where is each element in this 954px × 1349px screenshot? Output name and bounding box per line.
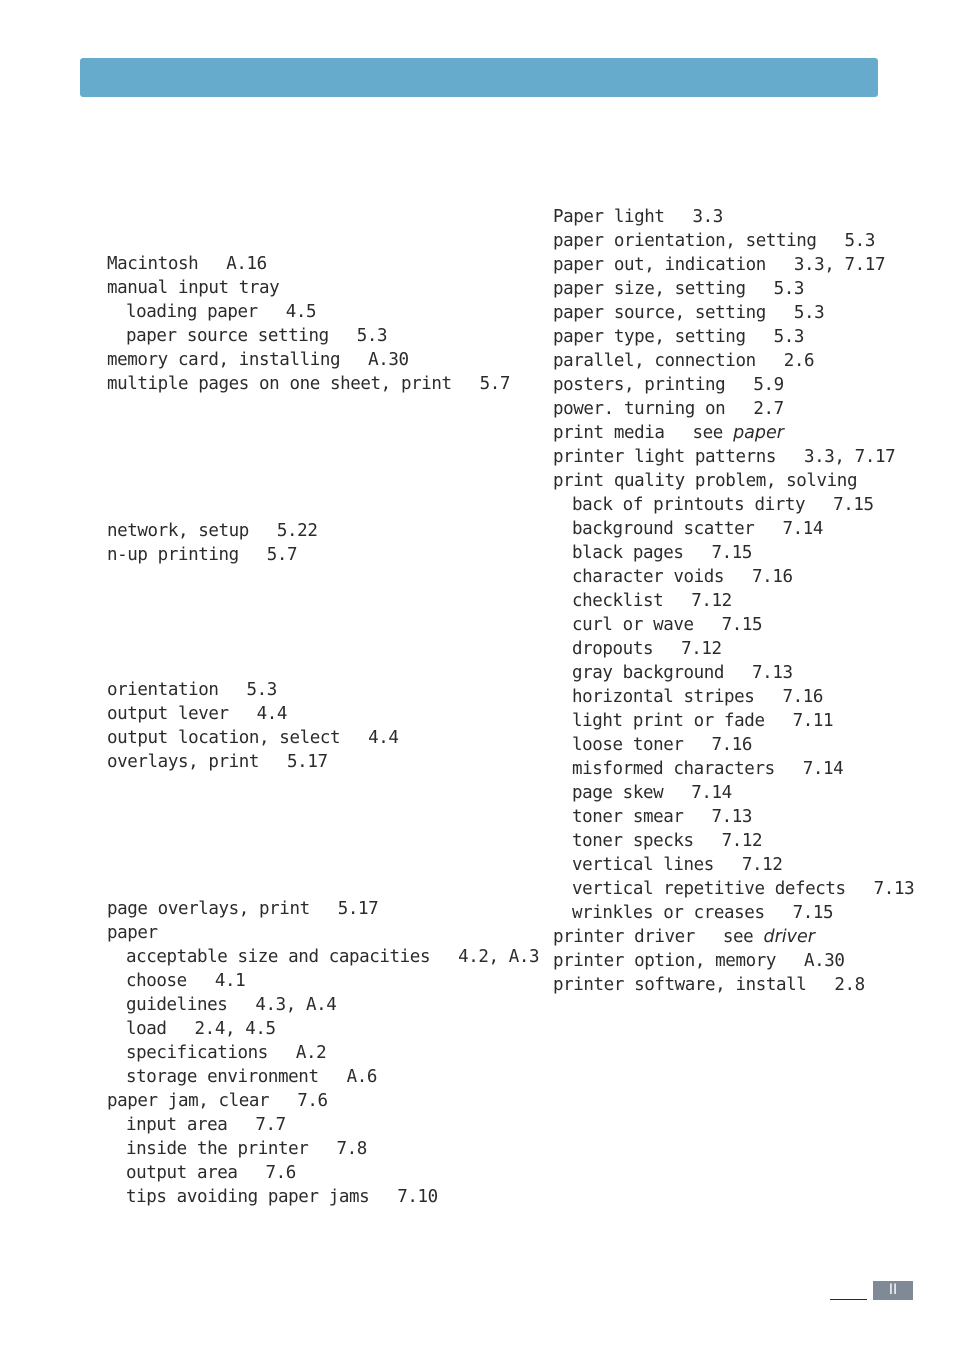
index-term: paper type, setting — [553, 327, 746, 347]
index-term: paper orientation, setting — [553, 231, 817, 251]
footer-rule — [830, 1299, 867, 1300]
index-subentry — [572, 733, 752, 757]
index-page-refs: 5.3 — [773, 327, 805, 347]
index-entry — [553, 925, 815, 949]
index-term: Macintosh — [107, 254, 199, 274]
index-page-refs: 7.6 — [297, 1091, 328, 1111]
index-term: background scatter — [572, 519, 755, 539]
index-page-refs: 7.14 — [802, 759, 844, 779]
see-target: driver — [763, 927, 815, 947]
index-page-refs: 4.5 — [285, 302, 317, 322]
index-term: posters, printing — [553, 375, 726, 395]
index-entry — [107, 750, 328, 774]
index-page-refs: 4.4 — [256, 704, 288, 724]
index-term: Paper light — [553, 207, 665, 227]
index-page-refs: 7.15 — [833, 495, 874, 515]
index-subentry — [126, 1065, 377, 1089]
index-term: print quality problem, solving — [553, 471, 858, 491]
index-term: light print or fade — [572, 711, 765, 731]
index-subentry — [126, 945, 539, 969]
index-page-refs: A.2 — [295, 1043, 327, 1063]
index-subentry — [572, 805, 752, 829]
index-term: choose — [126, 971, 187, 991]
index-term: paper source setting — [126, 326, 329, 346]
index-term: paper source, setting — [553, 303, 766, 323]
index-entry — [553, 277, 804, 301]
index-subentry — [572, 589, 732, 613]
index-page-refs: 3.3 — [692, 207, 723, 227]
index-term: paper out, indication — [553, 255, 766, 275]
index-subentry — [572, 637, 722, 661]
index-term: storage environment — [126, 1067, 319, 1087]
index-page-refs: 3.3, 7.17 — [793, 255, 886, 275]
index-page-refs: 7.16 — [711, 735, 753, 755]
index-entry — [107, 276, 279, 300]
index-entry — [553, 469, 857, 493]
index-page-refs: 2.8 — [834, 975, 865, 995]
index-see-reference — [723, 927, 815, 947]
index-subentry — [126, 300, 316, 324]
index-page-refs: 5.3 — [773, 279, 805, 299]
index-page-refs: 2.7 — [753, 399, 784, 419]
index-term: manual input tray — [107, 278, 280, 298]
index-entry — [107, 372, 510, 396]
index-term: orientation — [107, 680, 219, 700]
index-entry — [553, 349, 814, 373]
index-term: n-up printing — [107, 545, 239, 565]
index-entry — [553, 397, 784, 421]
index-subentry — [572, 829, 762, 853]
index-page-refs: 7.16 — [752, 567, 793, 587]
page-number-tab: II — [873, 1281, 913, 1300]
index-subentry — [126, 1161, 296, 1185]
index-page-refs: A.30 — [368, 350, 409, 370]
index-page-refs: A.16 — [226, 254, 267, 274]
index-entry — [553, 205, 723, 229]
index-term: acceptable size and capacities — [126, 947, 431, 967]
index-term: loading paper — [126, 302, 258, 322]
index-page-refs: 7.15 — [792, 903, 834, 923]
index-term: multiple pages on one sheet, print — [107, 374, 452, 394]
index-subentry — [126, 324, 387, 348]
index-term: power. turning on — [553, 399, 726, 419]
index-entry — [553, 325, 804, 349]
index-term: network, setup — [107, 521, 249, 541]
index-page-refs: 5.17 — [287, 752, 328, 772]
index-term: paper — [107, 923, 158, 943]
index-page-refs: 7.11 — [792, 711, 834, 731]
index-page-refs: 7.12 — [721, 831, 763, 851]
index-term: paper jam, clear — [107, 1091, 270, 1111]
index-entry — [553, 973, 865, 997]
index-term: vertical repetitive defects — [572, 879, 846, 899]
index-term: back of printouts dirty — [572, 495, 806, 515]
index-page-refs: 4.4 — [368, 728, 399, 748]
index-subentry — [572, 901, 833, 925]
index-subentry — [126, 969, 245, 993]
index-term: character voids — [572, 567, 725, 587]
index-term: dropouts — [572, 639, 654, 659]
index-term: printer option, memory — [553, 951, 776, 971]
index-term: toner smear — [572, 807, 684, 827]
index-subentry — [572, 493, 874, 517]
index-entry — [553, 301, 824, 325]
index-see-reference — [693, 423, 784, 443]
index-term: misformed characters — [572, 759, 775, 779]
index-term: printer light patterns — [553, 447, 776, 467]
index-page-refs: 5.3 — [844, 231, 875, 251]
index-page-refs: 7.13 — [873, 879, 915, 899]
index-entry — [107, 921, 158, 945]
index-term: curl or wave — [572, 615, 694, 635]
index-entry — [107, 897, 378, 921]
index-subentry — [126, 1113, 286, 1137]
index-page-refs: 7.14 — [691, 783, 732, 803]
index-subentry — [572, 613, 762, 637]
index-term: page skew — [572, 783, 664, 803]
index-term: page overlays, print — [107, 899, 310, 919]
index-subentry — [572, 661, 793, 685]
index-page-refs: 2.6 — [783, 351, 815, 371]
index-subentry — [572, 877, 914, 901]
index-page-refs: 7.10 — [397, 1187, 438, 1207]
index-page-refs: 5.3 — [793, 303, 825, 323]
index-page-refs: 7.13 — [711, 807, 753, 827]
index-term: printer software, install — [553, 975, 807, 995]
index-term: parallel, connection — [553, 351, 756, 371]
index-term: tips avoiding paper jams — [126, 1187, 370, 1207]
index-entry — [107, 348, 409, 372]
see-target: paper — [733, 423, 784, 443]
index-term: output area — [126, 1163, 238, 1183]
index-term: vertical lines — [572, 855, 714, 875]
index-term: horizontal stripes — [572, 687, 755, 707]
index-page-refs: 7.8 — [336, 1139, 367, 1159]
index-page-refs: 5.3 — [356, 326, 388, 346]
index-page-refs: 5.17 — [337, 899, 379, 919]
index-term: black pages — [572, 543, 684, 563]
index-page-refs: 3.3, 7.17 — [804, 447, 896, 467]
index-term: output location, select — [107, 728, 341, 748]
index-page-refs: 7.12 — [681, 639, 722, 659]
header-bar — [80, 58, 878, 97]
index-page-refs: 5.3 — [246, 680, 277, 700]
index-term: gray background — [572, 663, 725, 683]
index-subentry — [572, 709, 833, 733]
see-label: see — [692, 423, 723, 443]
index-entry — [553, 445, 895, 469]
index-page-refs: 7.6 — [265, 1163, 296, 1183]
index-page-refs: 5.7 — [266, 545, 298, 565]
index-page-refs: 7.14 — [782, 519, 823, 539]
index-page-refs: 7.15 — [711, 543, 753, 563]
index-subentry — [572, 517, 823, 541]
index-subentry — [572, 853, 782, 877]
index-page-refs: 4.3, A.4 — [255, 995, 337, 1015]
index-term: guidelines — [126, 995, 228, 1015]
index-page-refs: 7.16 — [782, 687, 823, 707]
index-term: memory card, installing — [107, 350, 341, 370]
index-term: print media — [553, 423, 665, 443]
index-page-refs: 7.7 — [255, 1115, 286, 1135]
index-entry — [553, 253, 885, 277]
index-term: printer driver — [553, 927, 695, 947]
index-entry — [107, 1089, 328, 1113]
index-subentry — [572, 541, 752, 565]
index-term: overlays, print — [107, 752, 260, 772]
index-entry — [107, 702, 287, 726]
index-page-refs: 7.12 — [741, 855, 783, 875]
index-page-refs: A.30 — [804, 951, 845, 971]
index-term: loose toner — [572, 735, 684, 755]
index-entry — [553, 373, 784, 397]
index-entry — [107, 726, 399, 750]
index-subentry — [126, 1017, 276, 1041]
index-entry — [107, 519, 317, 543]
index-page-refs: 5.7 — [479, 374, 511, 394]
index-term: paper size, setting — [553, 279, 746, 299]
index-entry — [107, 543, 297, 567]
index-page-refs: 5.22 — [276, 521, 318, 541]
index-term: load — [126, 1019, 167, 1039]
index-subentry — [126, 1041, 326, 1065]
index-page-refs: A.6 — [346, 1067, 378, 1087]
index-page-refs: 5.9 — [753, 375, 784, 395]
index-subentry — [126, 993, 336, 1017]
index-page-refs: 7.12 — [691, 591, 732, 611]
index-subentry — [572, 781, 732, 805]
index-term: specifications — [126, 1043, 268, 1063]
index-term: wrinkles or creases — [572, 903, 765, 923]
index-page-refs: 7.13 — [752, 663, 793, 683]
see-label: see — [722, 927, 754, 947]
index-subentry — [126, 1137, 367, 1161]
index-term: checklist — [572, 591, 664, 611]
index-term: toner specks — [572, 831, 694, 851]
index-entry — [553, 229, 875, 253]
index-entry — [553, 949, 845, 973]
index-entry — [553, 421, 784, 445]
index-subentry — [572, 565, 793, 589]
index-page-refs: 4.1 — [214, 971, 246, 991]
index-page-refs: 7.15 — [721, 615, 763, 635]
index-term: output lever — [107, 704, 229, 724]
index-term: input area — [126, 1115, 228, 1135]
index-page-refs: 4.2, A.3 — [458, 947, 540, 967]
index-entry — [107, 678, 277, 702]
index-subentry — [572, 757, 843, 781]
index-subentry — [572, 685, 823, 709]
index-subentry — [126, 1185, 438, 1209]
index-entry — [107, 252, 267, 276]
index-page-refs: 2.4, 4.5 — [194, 1019, 276, 1039]
index-term: inside the printer — [126, 1139, 309, 1159]
